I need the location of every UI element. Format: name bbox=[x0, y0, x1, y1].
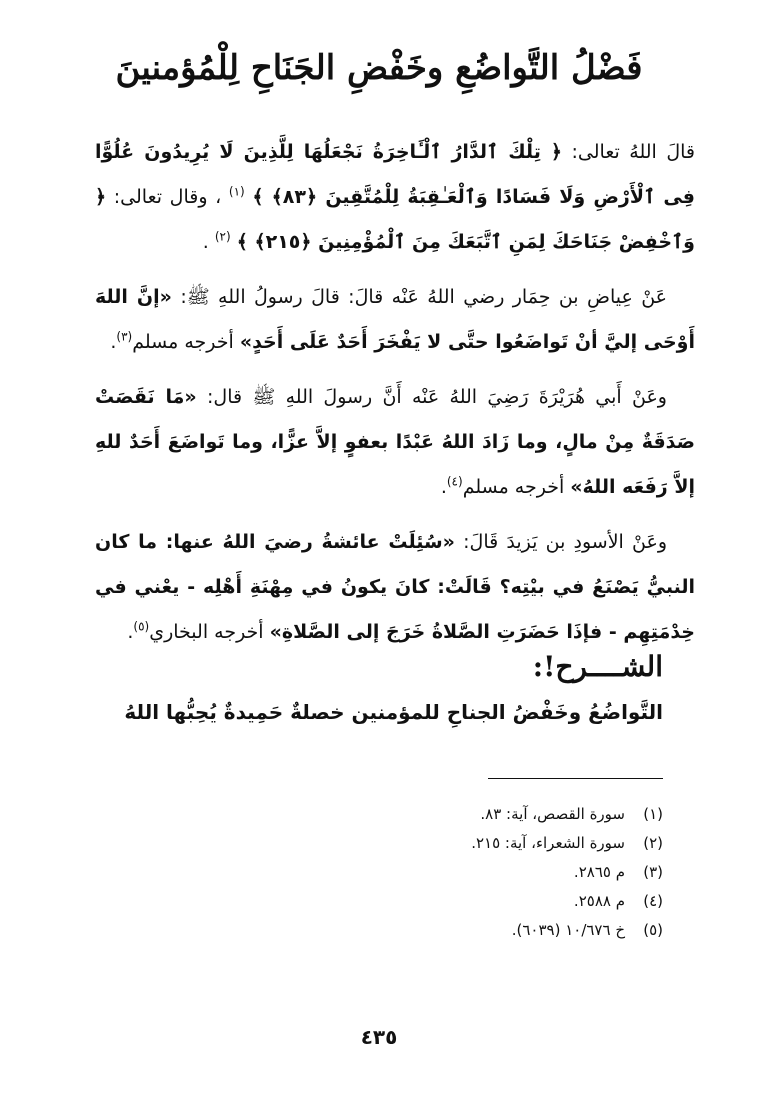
hadith-source: أخرجه مسلم bbox=[132, 331, 234, 353]
paragraph-intro: وعَنْ الأسودِ بن يَزيدَ قَالَ: bbox=[463, 531, 667, 553]
footnote-ref: (١) bbox=[228, 184, 245, 199]
hadith-source: أخرجه البخاري bbox=[149, 621, 264, 643]
footnote-text: م ٢٨٦٥. bbox=[573, 863, 625, 881]
page-title: فَضْلُ التَّواضُعِ وخَفْضِ الجَنَاحِ لِلْمُؤمنينَ bbox=[115, 48, 643, 88]
hadith-text: «مَا نَقَصَتْ صَدَقَةٌ مِنْ مالٍ، وما زَادَ اللهُ عَبْدًا بعفوٍ إلاَّ عزًّا، وما تَواضَعَ أَحَدٌ للهِ إلاَّ رَفَعَه اللهُ» bbox=[95, 386, 695, 498]
main-text bbox=[95, 130, 695, 665]
paragraph-end: . bbox=[127, 621, 134, 643]
footnote-item bbox=[63, 887, 663, 916]
footnote-divider bbox=[488, 778, 663, 779]
footnote-text: خ ١٠/٦٧٦ (٦٠٣٩). bbox=[511, 921, 625, 939]
explanation-heading: الشــــرح!: bbox=[532, 650, 663, 683]
hadith-text: «إنَّ اللهَ أَوْحَى إليَّ أنْ تَواضَعُوا حتَّى لا يَفْخَرَ أَحَدٌ عَلَى أَحَدٍ» bbox=[95, 286, 695, 353]
quran-verse: ﴿ تِلْكَ ٱلدَّارُ ٱلْـَٔاخِرَةُ نَجْعَلُهَا لِلَّذِينَ لَا يُرِيدُونَ عُلُوًّا فِى ٱلْأَرْضِ وَلَا فَسَادًا وَٱلْعَـٰقِبَةُ لِلْمُتَّقِينَ ﴿٨٣﴾ ﴾ bbox=[95, 141, 695, 208]
paragraph-mid: ، وقال تعالى: bbox=[113, 186, 222, 208]
footnote-ref: (٢) bbox=[214, 229, 231, 244]
footnote-item bbox=[63, 916, 663, 945]
footnote-item bbox=[63, 858, 663, 887]
footnotes bbox=[63, 800, 663, 945]
hadith-text: «سُئِلَتْ عائشةُ رضيَ اللهُ عنها: ما كان النبيُّ يَصْنَعُ في بيْتِه؟ قَالَتْ: كانَ يكونُ في مِهْنَةِ أَهْلِه - يعْني في خِدْمَتِهِم - فإذَا حَضَرَتِ الصَّلاةُ خَرَجَ إلى الصَّلاةِ» bbox=[95, 531, 695, 643]
paragraph-hadith-3 bbox=[95, 520, 695, 655]
footnote-number: (١) bbox=[643, 805, 663, 823]
paragraph-intro: قالَ اللهُ تعالى: bbox=[571, 141, 695, 163]
footnote-number: (٥) bbox=[643, 921, 663, 939]
paragraph-intro: وعَنْ أَبي هُرَيْرَةَ رَضِيَ اللهُ عَنْه أَنَّ رسولَ اللهِ ﷺ قال: bbox=[206, 386, 667, 408]
footnote-item bbox=[63, 800, 663, 829]
footnote-number: (٣) bbox=[643, 863, 663, 881]
hadith-source: أخرجه مسلم bbox=[462, 476, 565, 498]
paragraph-end: . bbox=[440, 476, 447, 498]
footnote-number: (٢) bbox=[643, 834, 663, 852]
footnote-number: (٤) bbox=[643, 892, 663, 910]
footnote-text: سورة القصص، آية: ٨٣. bbox=[480, 805, 625, 823]
paragraph-intro: عَنْ عِياضِ بن حِمَار رضي اللهُ عَنْه قالَ: قالَ رسولُ اللهِ ﷺ: bbox=[180, 286, 668, 308]
footnote-item bbox=[63, 829, 663, 858]
footnote-ref: (٣) bbox=[116, 329, 133, 344]
footnote-text: م ٢٥٨٨. bbox=[573, 892, 625, 910]
footnote-ref: (٤) bbox=[446, 474, 463, 489]
paragraph-verses bbox=[95, 130, 695, 265]
footnote-ref: (٥) bbox=[133, 619, 150, 634]
footnote-text: سورة الشعراء، آية: ٢١٥. bbox=[471, 834, 625, 852]
page-number: ٤٣٥ bbox=[360, 1025, 398, 1049]
paragraph-hadith-1 bbox=[95, 275, 695, 365]
paragraph-end: . bbox=[202, 231, 209, 253]
paragraph-hadith-2 bbox=[95, 375, 695, 510]
explanation-text: التَّواضُعُ وخَفْضُ الجناحِ للمؤمنين خصلةٌ حَمِيدةٌ يُحِبُّها اللهُ bbox=[124, 700, 663, 724]
quran-verse: ﴿ وَٱخْفِضْ جَنَاحَكَ لِمَنِ ٱتَّبَعَكَ مِنَ ٱلْمُؤْمِنِينَ ﴿٢١٥﴾ ﴾ bbox=[95, 186, 695, 253]
paragraph-end: . bbox=[110, 331, 117, 353]
